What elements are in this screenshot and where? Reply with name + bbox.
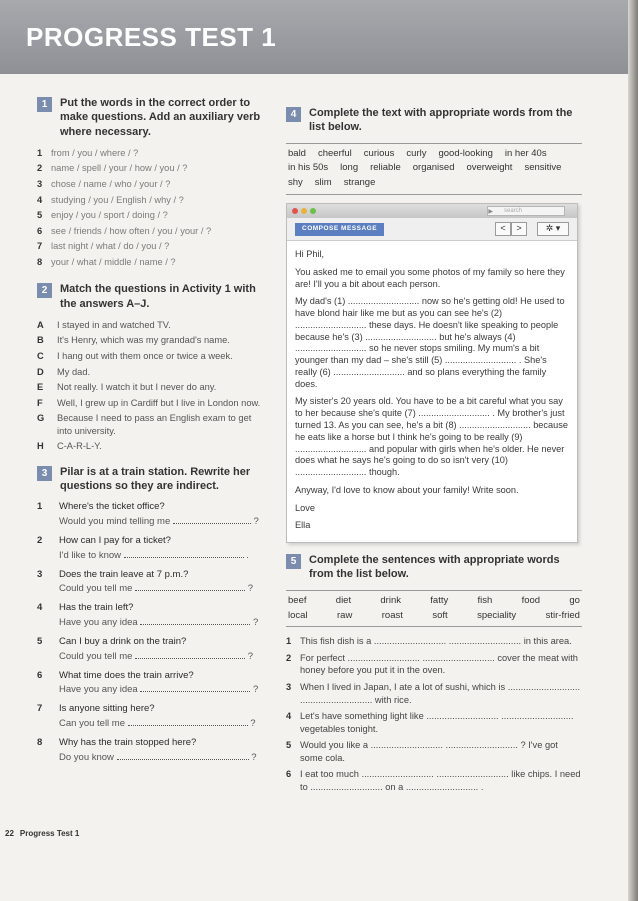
- answer-item: E Not really. I watch it but I never do any.: [37, 382, 217, 393]
- window-close-dot-icon[interactable]: [292, 208, 298, 214]
- answer-blank[interactable]: [140, 682, 250, 692]
- list-item: 6 see / friends / how often / you / your / ?: [37, 225, 212, 236]
- list-item: 4 studying / you / English / why / ?: [37, 194, 184, 205]
- word-item: go: [569, 594, 580, 606]
- list-item: 3 When I lived in Japan, I ate a lot of sushi, which is ............................ ............................ with rice.: [286, 681, 581, 705]
- page-title: PROGRESS TEST 1: [26, 22, 277, 52]
- word-item: fatty: [430, 594, 449, 606]
- activity-1-list: [37, 147, 262, 268]
- word-item: slim: [314, 177, 332, 189]
- word-item: in her 40s: [504, 147, 547, 159]
- window-maximize-dot-icon[interactable]: [310, 208, 316, 214]
- word-item: food: [521, 594, 541, 606]
- word-item: cheerful: [317, 147, 352, 159]
- word-item: roast: [381, 609, 403, 621]
- word-list: [286, 143, 582, 195]
- gear-icon[interactable]: ✲ ▾: [537, 222, 569, 236]
- page-edge-shadow: [628, 0, 638, 901]
- list-item: 4 Has the train left? Have you any idea ?: [37, 602, 259, 629]
- word-item: in his 50s: [288, 162, 329, 174]
- activity-5-heading: [286, 553, 582, 582]
- email-toolbar: [287, 218, 577, 241]
- word-item: beef: [288, 594, 307, 606]
- list-item: 3 Does the train leave at 7 p.m.? Could you tell me ?: [37, 568, 253, 595]
- list-item: 4 Let's have something light like ............................ ............................ vegetables tonight.: [286, 711, 574, 734]
- footer-label: Progress Test 1: [19, 829, 80, 838]
- word-item: bald: [288, 147, 306, 159]
- email-signature: Ella: [295, 520, 311, 531]
- answer-blank[interactable]: [135, 581, 245, 591]
- answer-blank[interactable]: [117, 750, 249, 760]
- list-item: 8 your / what / middle / name / ?: [37, 256, 176, 267]
- word-item: sensitive: [524, 162, 562, 174]
- activity-number-badge: 5: [286, 554, 301, 569]
- activity-5-list: [286, 635, 582, 793]
- header-bar: [0, 0, 638, 74]
- word-item: soft: [432, 609, 448, 621]
- word-item: long: [340, 162, 359, 174]
- search-input[interactable]: search: [487, 206, 565, 216]
- activity-2-list: [37, 319, 262, 453]
- answer-item: A I stayed in and watched TV.: [37, 319, 171, 330]
- list-item: 2 How can I pay for a ticket? I'd like to know .: [37, 535, 249, 561]
- list-item: 7 last night / what / do / you / ?: [37, 241, 170, 252]
- list-item: 2 name / spell / your / how / you / ?: [37, 163, 188, 174]
- list-item: 5 Would you like a ............................ ............................ ? I've got some cola.: [286, 740, 558, 763]
- previous-button[interactable]: <: [495, 222, 511, 236]
- word-item: drink: [380, 594, 401, 606]
- word-item: raw: [337, 609, 353, 621]
- word-item: stir-fried: [545, 609, 580, 621]
- answer-blank[interactable]: [173, 514, 251, 524]
- word-item: overweight: [466, 162, 513, 174]
- compose-message-button[interactable]: COMPOSE MESSAGE: [295, 223, 384, 236]
- list-item: 7 Is anyone sitting here? Can you tell me ?: [37, 703, 256, 729]
- word-item: diet: [335, 594, 352, 606]
- activity-5-instruction: Complete the sentences with appropriate words from the list below.: [309, 554, 560, 581]
- email-body: [287, 241, 577, 542]
- list-item: 1 This fish dish is a ............................ ............................ in this area.: [286, 636, 572, 647]
- activity-number-badge: 3: [37, 466, 52, 481]
- window-minimize-dot-icon[interactable]: [301, 208, 307, 214]
- list-item: 2 For perfect ............................ ............................ cover the meat with honey before you put it in the oven.: [286, 652, 578, 676]
- activity-2-heading: [37, 282, 262, 311]
- word-item: reliable: [370, 162, 401, 174]
- answer-item: C I hang out with them once or twice a week.: [37, 350, 233, 361]
- email-signoff: Love: [295, 502, 315, 513]
- list-item: 6 I eat too much ............................ ............................ like chips. I need to ............................ on a ............................ .: [286, 769, 581, 792]
- activity-2-instruction: Match the questions in Activity 1 with the answers A–J.: [60, 283, 256, 310]
- activity-4-heading: [286, 106, 582, 135]
- list-item: 8 Why has the train stopped here? Do you know ?: [37, 736, 257, 763]
- activity-number-badge: 2: [37, 283, 52, 298]
- email-greeting: Hi Phil,: [295, 249, 325, 260]
- list-item: 1 from / you / where / ?: [37, 147, 139, 158]
- right-column: [286, 106, 582, 797]
- answer-blank[interactable]: [124, 548, 244, 558]
- word-item: organised: [412, 162, 455, 174]
- list-item: 3 chose / name / who / your / ?: [37, 178, 171, 189]
- page-number: 22: [5, 829, 14, 838]
- word-item: shy: [288, 177, 303, 189]
- activity-number-badge: 1: [37, 97, 52, 112]
- answer-item: H C-A-R-L-Y.: [37, 441, 102, 452]
- email-paragraph: You asked me to email you some photos of my family so here they are! I'll you a bit about each person.: [295, 266, 565, 289]
- word-item: curious: [363, 147, 395, 159]
- list-item: 5 enjoy / you / sport / doing / ?: [37, 210, 168, 221]
- word-item: strange: [343, 177, 376, 189]
- answer-item: B It's Henry, which was my grandad's name.: [37, 335, 230, 346]
- word-item: good-looking: [438, 147, 493, 159]
- word-item: fish: [477, 594, 493, 606]
- answer-blank[interactable]: [140, 615, 250, 625]
- activity-number-badge: 4: [286, 107, 301, 122]
- list-item: 6 What time does the train arrive? Have you any idea ?: [37, 669, 259, 696]
- food-word-list: [286, 590, 582, 628]
- email-window: [286, 203, 578, 543]
- email-paragraph: Anyway, I'd love to know about your family! Write soon.: [295, 484, 519, 495]
- next-button[interactable]: >: [511, 222, 527, 236]
- word-item: local: [288, 609, 308, 621]
- left-column: [37, 96, 262, 770]
- activity-3-instruction: Pilar is at a train station. Rewrite her questions so they are indirect.: [60, 465, 251, 493]
- email-paragraph: My dad's (1) ............................ now so he's getting old! He used to have blond hair like me but as you can see he's (2) ............................ these days. He doesn't like speaking to people because he's (3) ............................ but he's always (4) ............................ so he never stops smiling. My mum's a bit younger than my dad – she's still (5) ............................ . She's really (6) ............................ and so plans everything the family does.: [295, 296, 565, 389]
- activity-3-list: [37, 501, 262, 764]
- activity-1-heading: [37, 96, 262, 139]
- search-icon: ▶: [488, 209, 493, 216]
- word-item: curly: [406, 147, 427, 159]
- activity-3-heading: [37, 465, 262, 494]
- activity-1-instruction: Put the words in the correct order to make questions. Add an auxiliary verb where necessary.: [60, 97, 261, 138]
- answer-item: D My dad.: [37, 366, 91, 377]
- answer-blank[interactable]: [135, 649, 245, 659]
- answer-item: F Well, I grew up in Cardiff but I live in London now.: [37, 397, 261, 408]
- window-titlebar: [287, 204, 577, 218]
- answer-blank[interactable]: [128, 716, 248, 726]
- list-item: 1 Where's the ticket office? Would you mind telling me ?: [37, 501, 259, 528]
- list-item: 5 Can I buy a drink on the train? Could you tell me ?: [37, 635, 253, 662]
- email-paragraph: My sister's 20 years old. You have to be a bit careful what you say to her because she's quite (7) ............................ . My brother's just turned 13. As you can see, he's a bit (8) ............................ because he eats like a horse but I think he's going to be really (9) ............................ and popular with girls when he's older. He never does what he says he's going to do so isn't very (10) ............................ though.: [295, 396, 568, 478]
- page-footer: [5, 829, 85, 838]
- activity-4-instruction: Complete the text with appropriate words from the list below.: [309, 107, 573, 134]
- word-item: speciality: [477, 609, 517, 621]
- answer-item: G Because I need to pass an English exam to get into university.: [37, 413, 252, 436]
